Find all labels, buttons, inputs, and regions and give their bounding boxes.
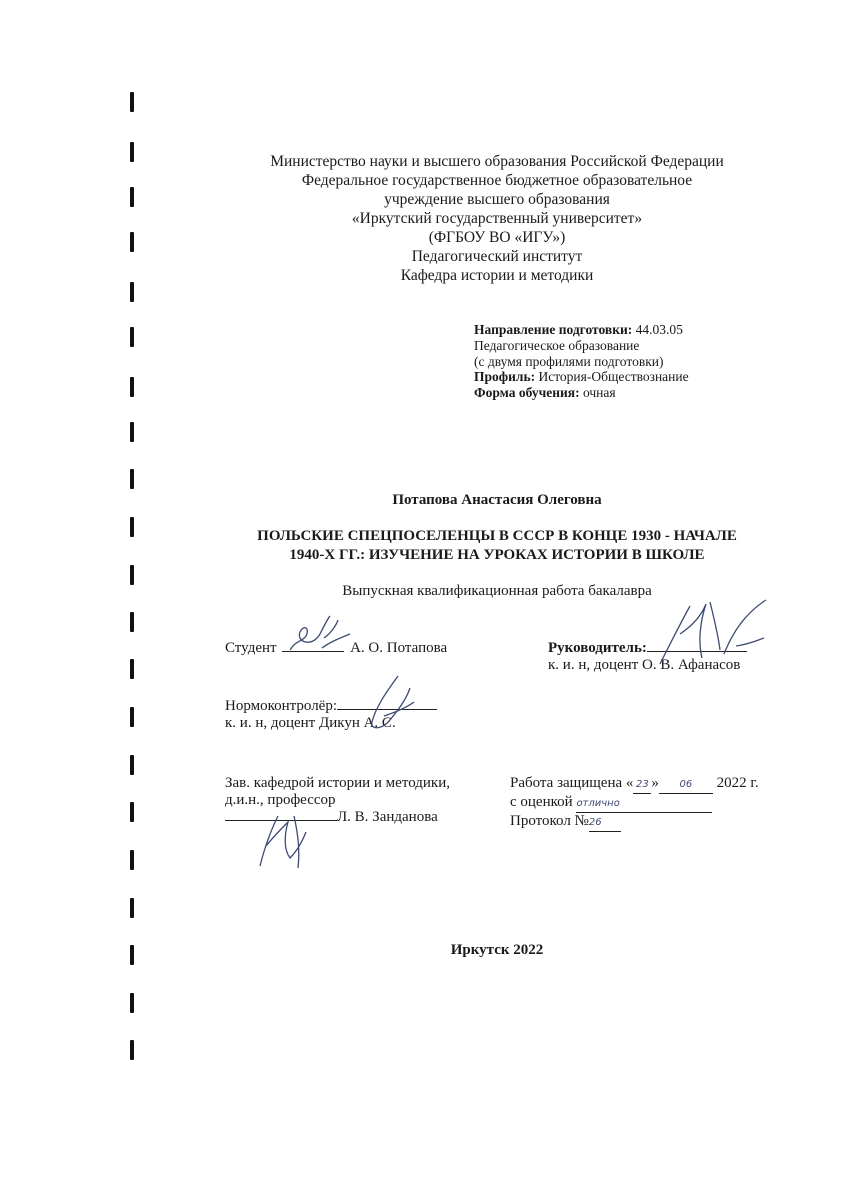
university-name: «Иркутский государственный университет» xyxy=(351,210,643,227)
binder-mark xyxy=(130,282,134,302)
normcontrol-label: Нормоконтролёр: xyxy=(225,698,338,714)
institute-name: Педагогический институт xyxy=(411,248,583,265)
defense-block xyxy=(510,775,759,832)
university-abbrev: (ФГБОУ ВО «ИГУ») xyxy=(428,229,566,246)
supervisor-label: Руководитель: xyxy=(548,640,647,656)
city-year: Иркутск 2022 xyxy=(450,942,544,958)
department-name: Кафедра истории и методики xyxy=(400,267,594,284)
head-line-1: Зав. кафедрой истории и методики, xyxy=(225,775,450,791)
title-line-1: ПОЛЬСКИЕ СПЕЦПОСЕЛЕНЦЫ В СССР В КОНЦЕ 1930 - НАЧАЛЕ xyxy=(257,528,737,544)
normcontrol-signature xyxy=(362,672,422,734)
direction-line-2: Педагогическое образование xyxy=(474,337,640,353)
binder-mark xyxy=(130,377,134,397)
defended-year: 2022 г. xyxy=(716,775,759,791)
profile-value: История-Обществознание xyxy=(535,369,689,385)
binder-mark xyxy=(130,327,134,347)
binder-mark xyxy=(130,1040,134,1060)
binder-mark xyxy=(130,850,134,870)
institution-line-1: Федеральное государственное бюджетное образовательное xyxy=(301,172,693,189)
supervisor-signature xyxy=(640,594,770,674)
binder-mark xyxy=(130,565,134,585)
binder-mark xyxy=(130,422,134,442)
normcontrol-name: к. и. н, доцент Дикун А. С. xyxy=(225,715,396,731)
head-line-2: д.и.н., профессор xyxy=(225,792,336,808)
binder-mark xyxy=(130,707,134,727)
head-signature xyxy=(248,806,318,872)
defended-day: 23 xyxy=(633,776,651,794)
protocol-value: 26 xyxy=(589,814,621,832)
head-name: Л. В. Занданова xyxy=(337,809,438,825)
institution-line-2: учреждение высшего образования xyxy=(384,191,610,208)
binder-mark xyxy=(130,612,134,632)
defended-month: 06 xyxy=(659,776,713,794)
binder-mark xyxy=(130,802,134,822)
grade-value: отлично xyxy=(576,795,712,813)
student-label: Студент xyxy=(225,640,277,656)
direction-value: 44.03.05 xyxy=(632,322,683,337)
protocol-label: Протокол № xyxy=(510,813,589,829)
direction-label: Направление подготовки: xyxy=(474,322,633,337)
grade-label: с оценкой xyxy=(510,794,573,810)
title-line-2: 1940-Х ГГ.: ИЗУЧЕНИЕ НА УРОКАХ ИСТОРИИ В ШКОЛЕ xyxy=(289,547,705,563)
binder-mark xyxy=(130,898,134,918)
defended-prefix: Работа защищена « xyxy=(510,775,634,791)
form-label: Форма обучения: xyxy=(474,385,580,401)
ministry-line: Министерство науки и высшего образования Российской Федерации xyxy=(270,153,724,170)
study-details xyxy=(474,322,689,401)
binder-mark xyxy=(130,993,134,1013)
work-type: Выпускная квалификационная работа бакалавра xyxy=(342,583,652,599)
binder-mark xyxy=(130,659,134,679)
author-name: Потапова Анастасия Олеговна xyxy=(392,492,602,508)
binder-mark xyxy=(130,92,134,112)
binder-mark xyxy=(130,469,134,489)
student-name: А. О. Потапова xyxy=(350,640,448,656)
profile-label: Профиль: xyxy=(474,369,536,385)
supervisor-name: к. и. н, доцент О. В. Афанасов xyxy=(548,657,741,673)
binder-mark xyxy=(130,755,134,775)
defended-mid: » xyxy=(651,775,659,791)
direction-line-3: (с двумя профилями подготовки) xyxy=(474,353,664,369)
form-value: очная xyxy=(579,385,616,401)
student-signature xyxy=(284,612,354,660)
